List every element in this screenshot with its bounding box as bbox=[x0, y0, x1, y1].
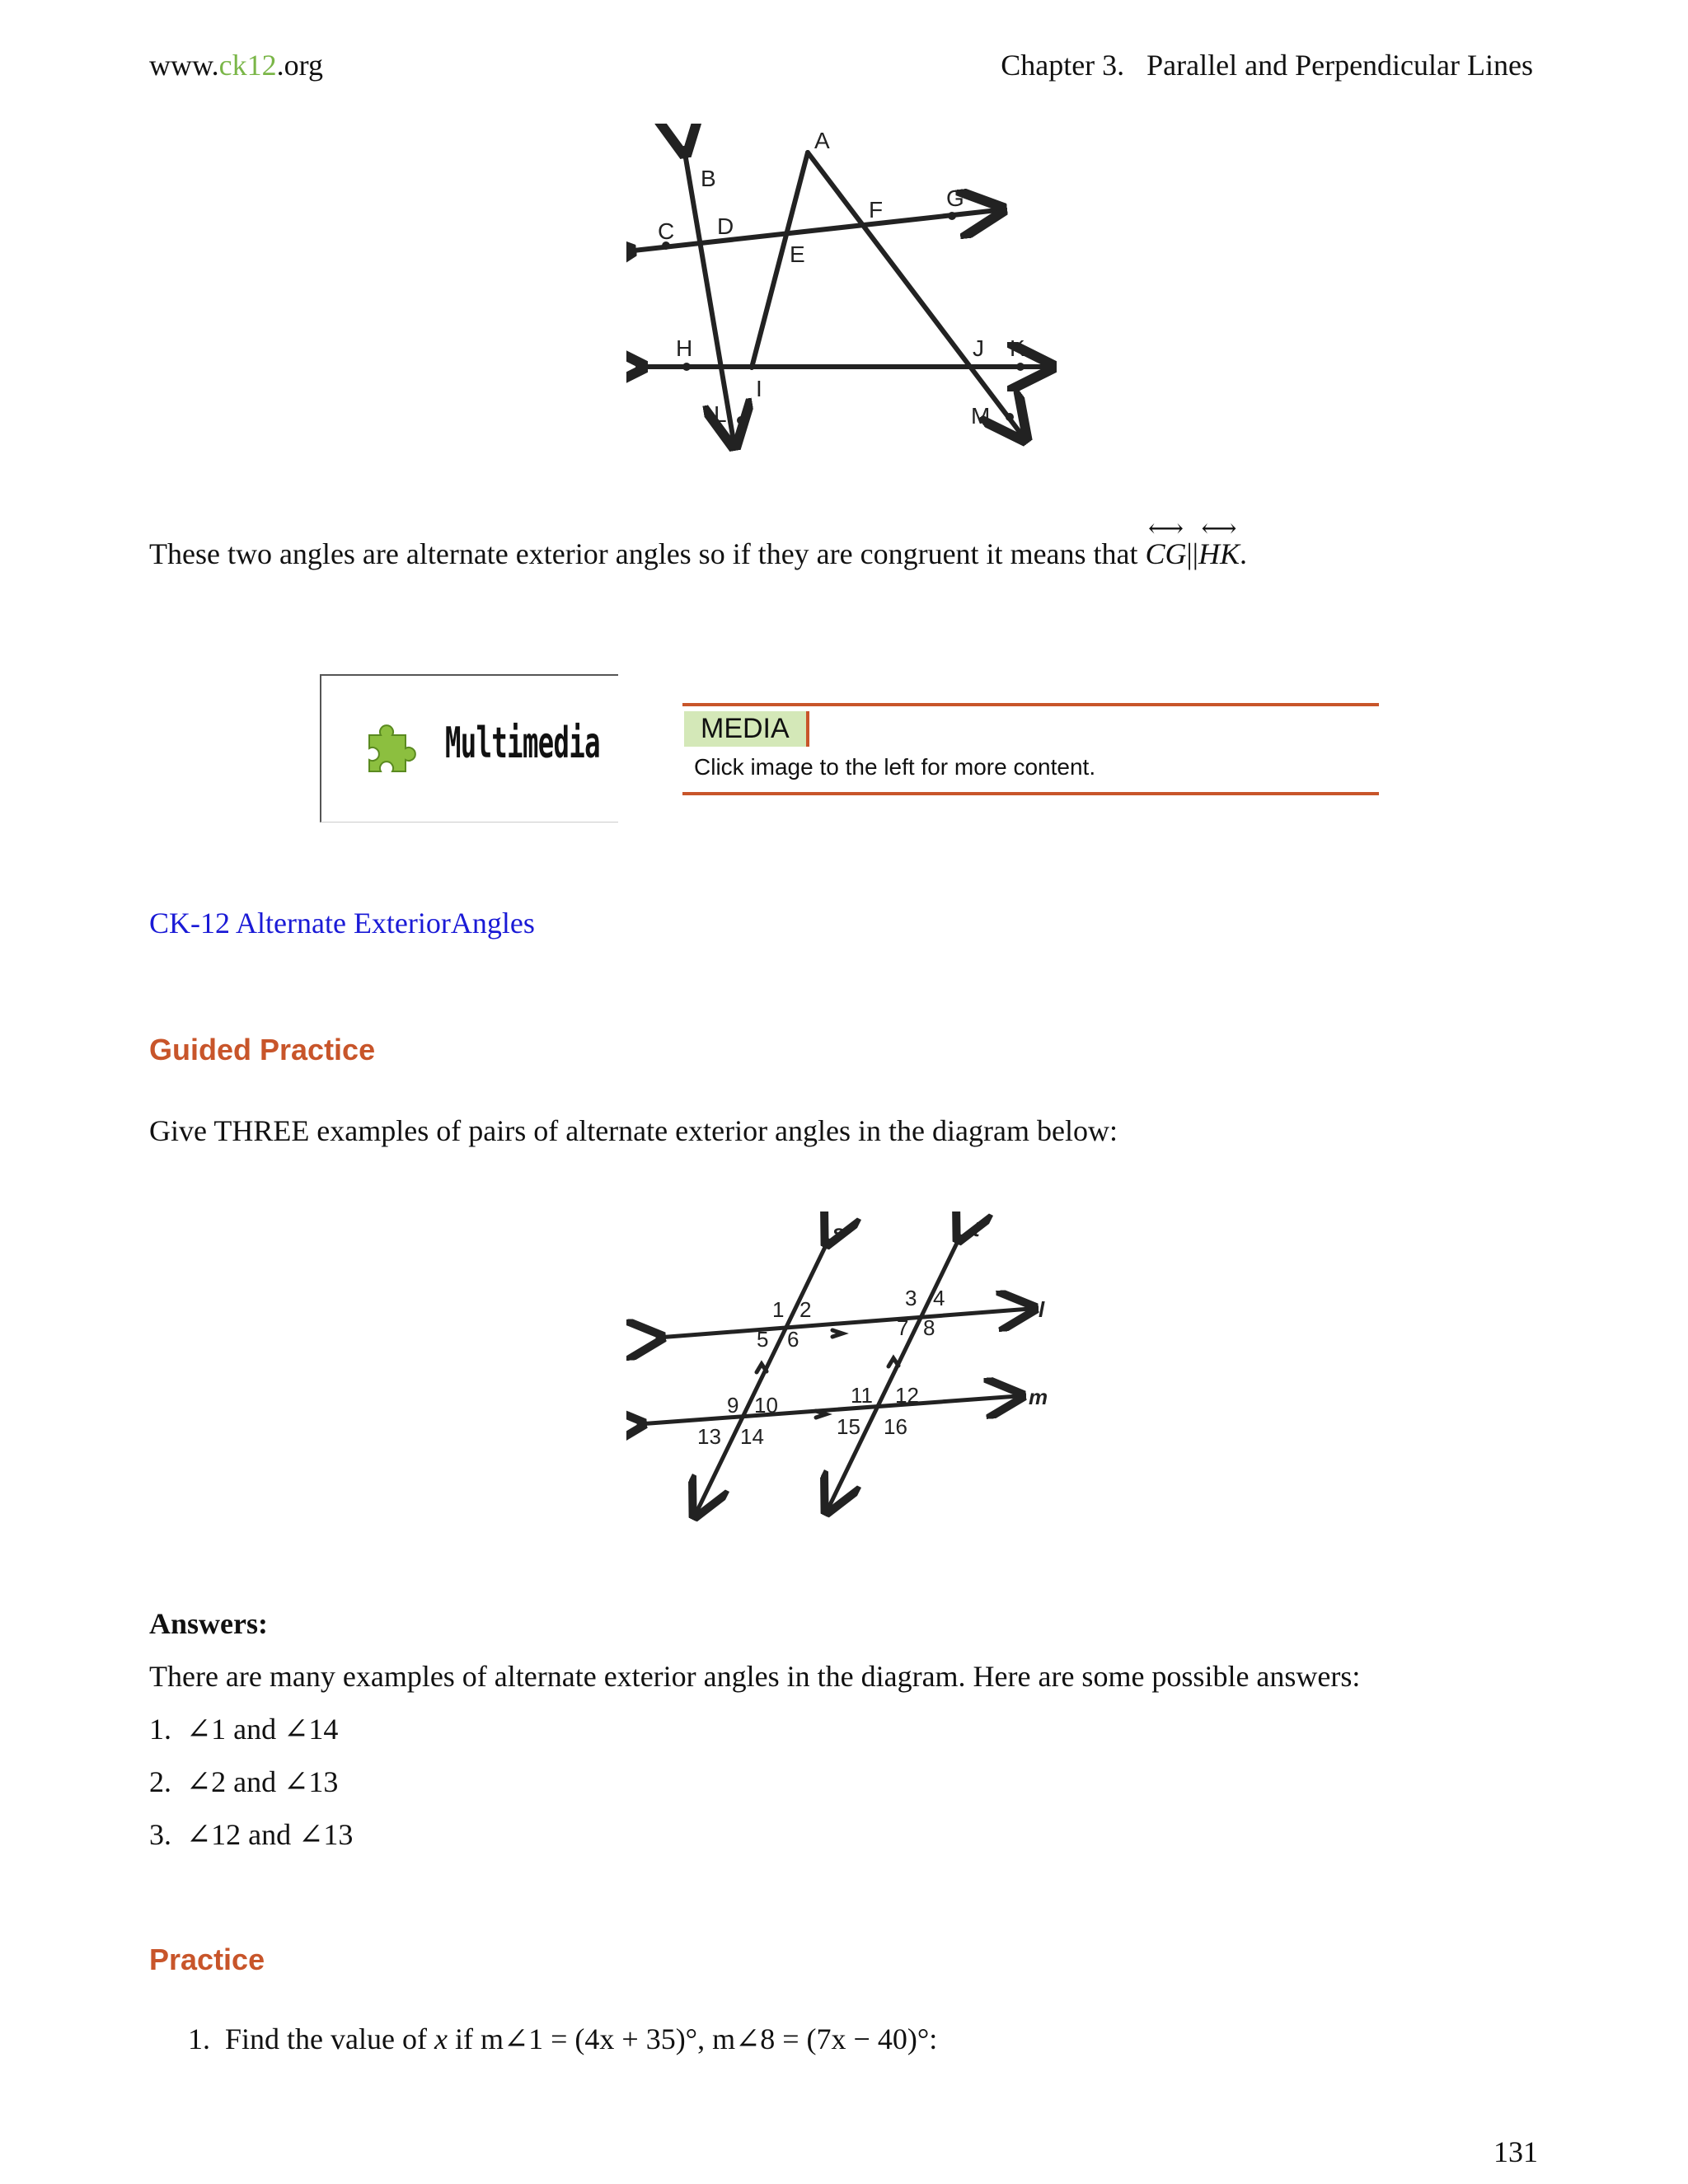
site-prefix: www. bbox=[149, 49, 219, 82]
angle-11: 11 bbox=[851, 1383, 873, 1408]
double-arrow-icon: ⟷ bbox=[1148, 515, 1184, 542]
site-brand: ck12 bbox=[218, 49, 277, 82]
point-M bbox=[1006, 413, 1014, 421]
answers-intro: There are many examples of alternate exterior angles in the diagram. Here are some possible answers: bbox=[149, 1660, 1361, 1693]
answers-heading: Answers: bbox=[149, 1607, 268, 1640]
line-t bbox=[828, 1236, 960, 1508]
page-number: 131 bbox=[1493, 2135, 1538, 2168]
conclusion-text: These two angles are alternate exterior angles so if they are congruent it means that bbox=[149, 537, 1146, 570]
line-CG bbox=[626, 210, 997, 251]
angle-8: 8 bbox=[923, 1315, 935, 1340]
puzzle-piece-icon bbox=[361, 717, 424, 780]
media-caption: Click image to the left for more content. bbox=[694, 754, 1096, 780]
label-A: A bbox=[814, 128, 830, 153]
line-BL bbox=[684, 148, 734, 441]
multimedia-label: Multimedia bbox=[445, 719, 600, 768]
practice-heading: Practice bbox=[149, 1943, 265, 1976]
point-L bbox=[737, 416, 745, 424]
video-link[interactable]: CK-12 Alternate ExteriorAngles bbox=[149, 907, 535, 940]
parallel-mark bbox=[889, 1358, 898, 1366]
point-G bbox=[948, 212, 956, 220]
site-url[interactable] bbox=[149, 48, 323, 82]
angle-10: 10 bbox=[754, 1393, 778, 1418]
line-m bbox=[639, 1396, 1018, 1424]
angle-5: 5 bbox=[757, 1327, 769, 1352]
label-I: I bbox=[756, 376, 762, 401]
angle-2: 2 bbox=[799, 1297, 812, 1322]
site-suffix: .org bbox=[276, 49, 323, 82]
practice-question-1: 1. Find the value of x if m∠1 = (4x + 35)°, m∠8 = (7x − 40)°: bbox=[188, 2022, 938, 2055]
angle-15: 15 bbox=[837, 1414, 860, 1439]
label-J: J bbox=[973, 335, 984, 361]
label-m: m bbox=[1029, 1385, 1048, 1409]
angle-7: 7 bbox=[897, 1315, 909, 1340]
media-box bbox=[682, 703, 1379, 795]
parallel-mark bbox=[832, 1330, 842, 1337]
label-D: D bbox=[717, 213, 734, 239]
label-E: E bbox=[790, 241, 805, 267]
answer-item-1: 1. ∠1 and ∠14 bbox=[149, 1713, 339, 1746]
angle-12: 12 bbox=[895, 1383, 919, 1408]
point-K bbox=[1016, 363, 1025, 371]
line-cg-notation: ⟷ CG bbox=[1145, 515, 1187, 570]
parallel-symbol: || bbox=[1186, 537, 1198, 570]
double-arrow-icon: ⟷ bbox=[1201, 515, 1237, 542]
chapter-title: Chapter 3. Parallel and Perpendicular Lines bbox=[1001, 49, 1533, 82]
guided-practice-heading: Guided Practice bbox=[149, 1033, 376, 1066]
guided-practice-prompt: Give THREE examples of pairs of alternate exterior angles in the diagram below: bbox=[149, 1114, 1118, 1147]
angle-9: 9 bbox=[727, 1393, 739, 1418]
label-t: t bbox=[973, 1216, 980, 1241]
figure-triangle-lines bbox=[626, 124, 1071, 470]
angle-1: 1 bbox=[772, 1297, 785, 1322]
point-H bbox=[682, 363, 691, 371]
parallel-mark bbox=[816, 1411, 826, 1418]
angle-4: 4 bbox=[933, 1286, 945, 1310]
angle-16: 16 bbox=[884, 1414, 907, 1439]
answer-item-3: 3. ∠12 and ∠13 bbox=[149, 1818, 354, 1851]
label-C: C bbox=[658, 218, 675, 244]
label-L: L bbox=[714, 401, 727, 427]
label-G: G bbox=[946, 185, 964, 211]
label-H: H bbox=[676, 335, 693, 361]
parallel-mark bbox=[757, 1364, 767, 1372]
multimedia-thumbnail[interactable] bbox=[320, 674, 618, 823]
line-hk-notation: ⟷ HK bbox=[1198, 515, 1240, 570]
label-s: s bbox=[832, 1220, 845, 1244]
angle-6: 6 bbox=[787, 1327, 799, 1352]
label-l: l bbox=[1039, 1297, 1045, 1322]
line-s bbox=[696, 1240, 828, 1512]
label-K: K bbox=[1010, 335, 1025, 361]
angle-14: 14 bbox=[740, 1424, 764, 1449]
angle-13: 13 bbox=[697, 1424, 721, 1449]
label-F: F bbox=[869, 197, 884, 223]
answer-item-2: 2. ∠2 and ∠13 bbox=[149, 1765, 339, 1798]
label-M: M bbox=[971, 403, 991, 429]
line-AM bbox=[808, 152, 1022, 435]
angle-3: 3 bbox=[905, 1286, 917, 1310]
label-B: B bbox=[701, 166, 716, 191]
figure-parallel-transversals bbox=[626, 1212, 1071, 1525]
conclusion-sentence: These two angles are alternate exterior angles so if they are congruent it means that ⟷ CG|| ⟷ HK. bbox=[149, 515, 1247, 570]
media-tag: MEDIA bbox=[684, 711, 809, 747]
